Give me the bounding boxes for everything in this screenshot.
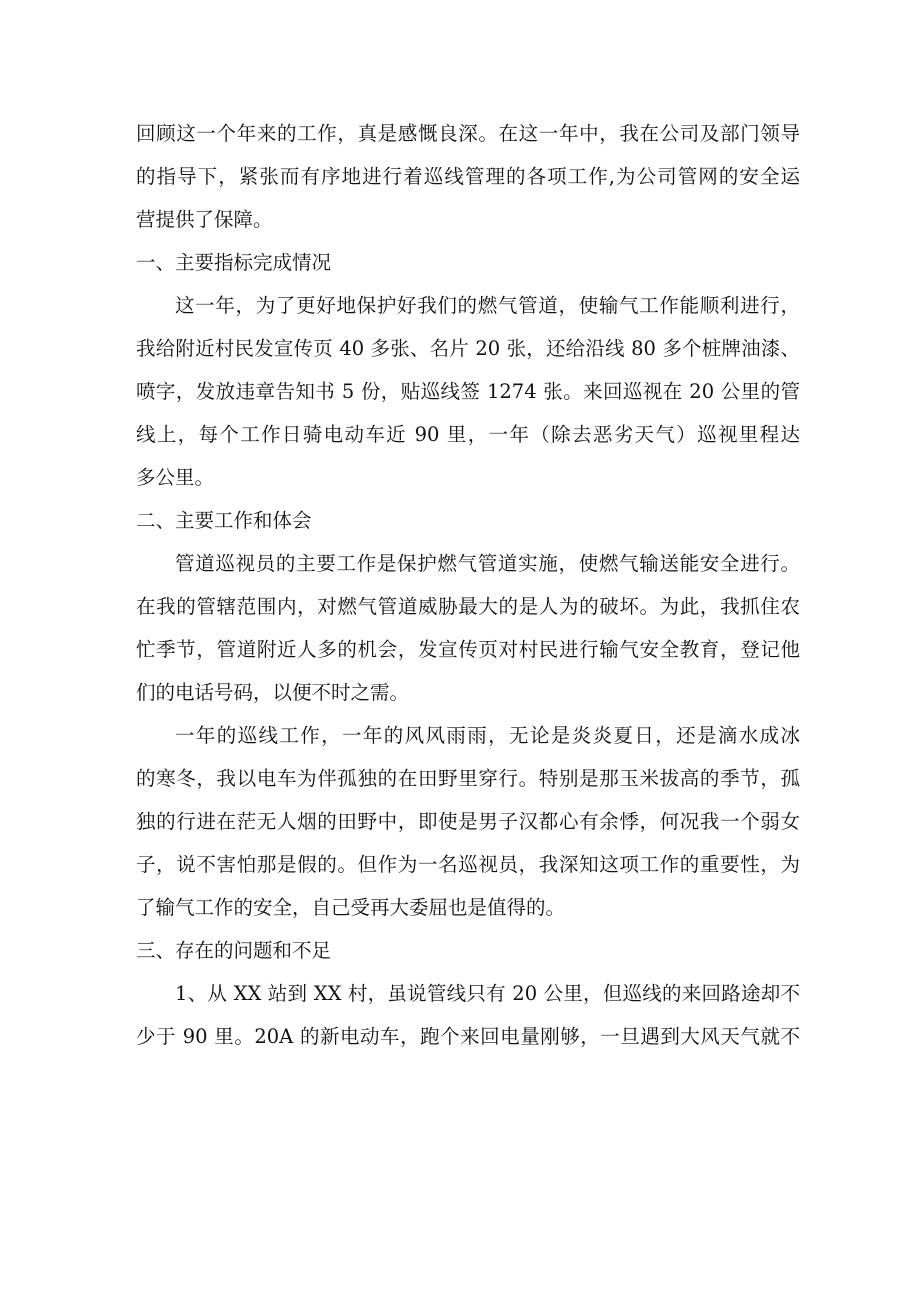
text-line: 少于 90 里。20A 的新电动车，跑个来回电量刚够，一旦遇到大风天气就不 bbox=[136, 1025, 800, 1048]
text-line: 管道巡视员的主要工作是保护燃气管道实施，使燃气输送能安全进行。 bbox=[175, 552, 800, 575]
text-line: 1、从 XX 站到 XX 村，虽说管线只有 20 公里，但巡线的来回路途却不 bbox=[175, 982, 800, 1005]
heading-text: 一、主要指标完成情况 bbox=[136, 251, 332, 274]
body-paragraph bbox=[136, 284, 800, 499]
body-paragraph bbox=[136, 714, 800, 929]
text-line: 我给附近村民发宣传页 40 多张、名片 20 张，还给沿线 80 多个桩牌油漆、 bbox=[136, 337, 800, 360]
text-line: 了输气工作的安全，自己受再大委屈也是值得的。 bbox=[136, 896, 566, 919]
body-paragraph bbox=[136, 542, 800, 714]
text-line: 这一年，为了更好地保护好我们的燃气管道，使输气工作能顺利进行， bbox=[175, 294, 800, 317]
text-line: 的寒冬，我以电车为伴孤独的在田野里穿行。特别是那玉米拔高的季节，孤 bbox=[136, 767, 800, 790]
intro-paragraph bbox=[136, 112, 800, 241]
text-line: 子，说不害怕那是假的。但作为一名巡视员，我深知这项工作的重要性，为 bbox=[136, 853, 800, 876]
text-line: 线上，每个工作日骑电动车近 90 里，一年（除去恶劣天气）巡视里程达 bbox=[136, 423, 800, 446]
text-line: 们的电话号码，以便不时之需。 bbox=[136, 681, 410, 704]
text-line: 在我的管辖范围内，对燃气管道威胁最大的是人为的破坏。为此，我抓住农 bbox=[136, 595, 800, 618]
text-line: 一年的巡线工作，一年的风风雨雨，无论是炎炎夏日，还是滴水成冰 bbox=[175, 724, 800, 747]
heading-text: 二、主要工作和体会 bbox=[136, 509, 312, 532]
section-heading-3 bbox=[136, 929, 800, 972]
body-paragraph bbox=[136, 972, 800, 1058]
text-line: 的指导下，紧张而有序地进行着巡线管理的各项工作,为公司管网的安全运 bbox=[136, 165, 800, 188]
text-line: 回顾这一个年来的工作，真是感慨良深。在这一年中，我在公司及部门领导 bbox=[136, 122, 800, 145]
text-line: 多公里。 bbox=[136, 466, 215, 489]
document-body bbox=[136, 112, 800, 1058]
heading-text: 三、存在的问题和不足 bbox=[136, 939, 332, 962]
text-line: 独的行进在茫无人烟的田野中，即使是男子汉都心有余悸，何况我一个弱女 bbox=[136, 810, 800, 833]
section-heading-1 bbox=[136, 241, 800, 284]
text-line: 营提供了保障。 bbox=[136, 208, 273, 231]
text-line: 忙季节，管道附近人多的机会，发宣传页对村民进行输气安全教育，登记他 bbox=[136, 638, 800, 661]
section-heading-2 bbox=[136, 499, 800, 542]
text-line: 喷字，发放违章告知书 5 份，贴巡线签 1274 张。来回巡视在 20 公里的管 bbox=[136, 380, 800, 403]
